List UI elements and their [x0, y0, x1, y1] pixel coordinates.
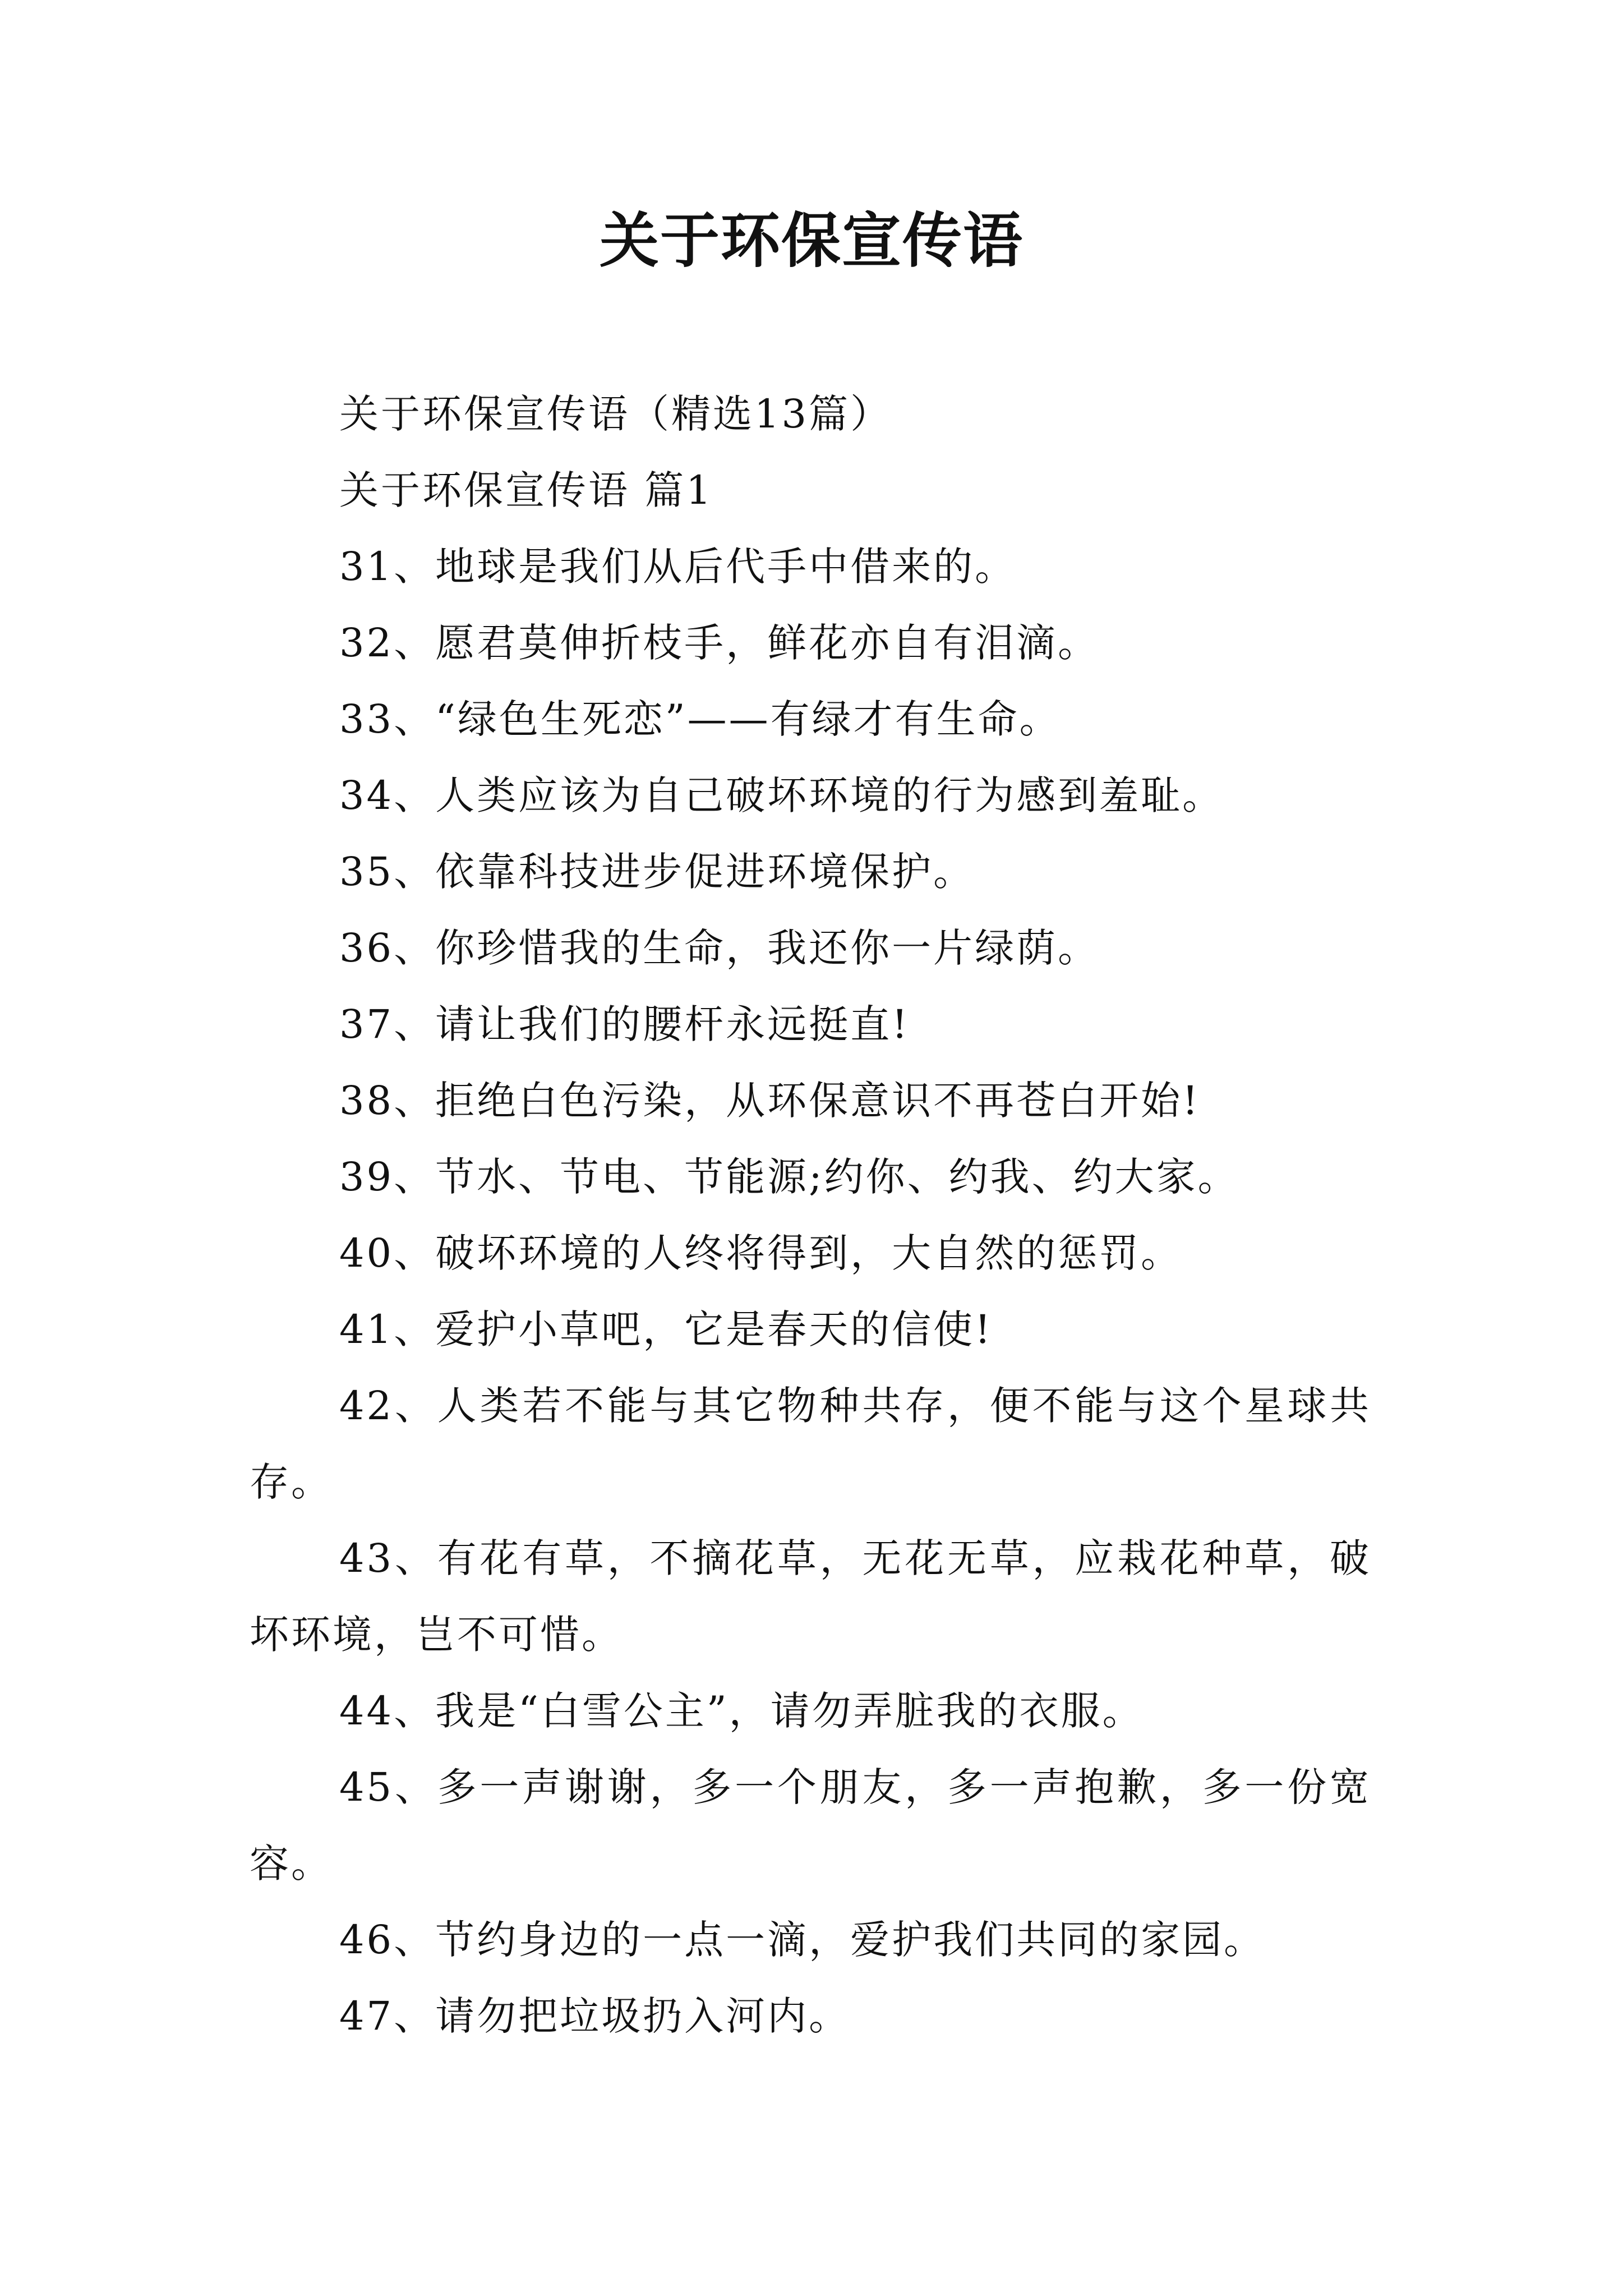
page-title: 关于环保宣传语 [600, 206, 1023, 275]
paragraph-section-heading: 关于环保宣传语 篇1 [339, 467, 713, 513]
document-body [250, 376, 1371, 2054]
paragraph-slogan: 32、愿君莫伸折枝手，鲜花亦自有泪滴。 [339, 620, 1100, 666]
paragraph-slogan: 40、破坏环境的人终将得到，大自然的惩罚。 [339, 1230, 1183, 1276]
paragraph-slogan: 31、地球是我们从后代手中借来的。 [339, 544, 1017, 590]
paragraph-subtitle: 关于环保宣传语（精选13篇） [339, 391, 892, 437]
paragraph-slogan: 39、节水、节电、节能源;约你、约我、约大家。 [339, 1154, 1239, 1200]
paragraph-slogan: 43、有花有草，不摘花草，无花无草，应栽花种草，破坏环境，岂不可惜。 [250, 1535, 1371, 1658]
paragraph-slogan: 35、依靠科技进步促进环境保护。 [339, 849, 975, 895]
paragraph-slogan: 41、爱护小草吧，它是春天的信使! [339, 1306, 993, 1352]
paragraph-slogan: 44、我是“白雪公主”，请勿弄脏我的衣服。 [339, 1688, 1144, 1734]
paragraph-slogan: 47、请勿把垃圾扔入河内。 [339, 1993, 851, 2039]
paragraph-slogan: 36、你珍惜我的生命，我还你一片绿荫。 [339, 925, 1100, 971]
paragraph-slogan: 38、拒绝白色污染，从环保意识不再苍白开始! [339, 1078, 1201, 1124]
paragraph-slogan: 33、“绿色生死恋”——有绿才有生命。 [339, 696, 1061, 742]
paragraph-slogan: 34、人类应该为自己破坏环境的行为感到羞耻。 [339, 772, 1224, 818]
paragraph-slogan: 42、人类若不能与其它物种共存，便不能与这个星球共存。 [250, 1383, 1371, 1505]
paragraph-slogan: 45、多一声谢谢，多一个朋友，多一声抱歉，多一份宽容。 [250, 1764, 1371, 1887]
paragraph-slogan: 37、请让我们的腰杆永远挺直! [339, 1001, 910, 1047]
paragraph-slogan: 46、节约身边的一点一滴，爱护我们共同的家园。 [339, 1917, 1266, 1963]
